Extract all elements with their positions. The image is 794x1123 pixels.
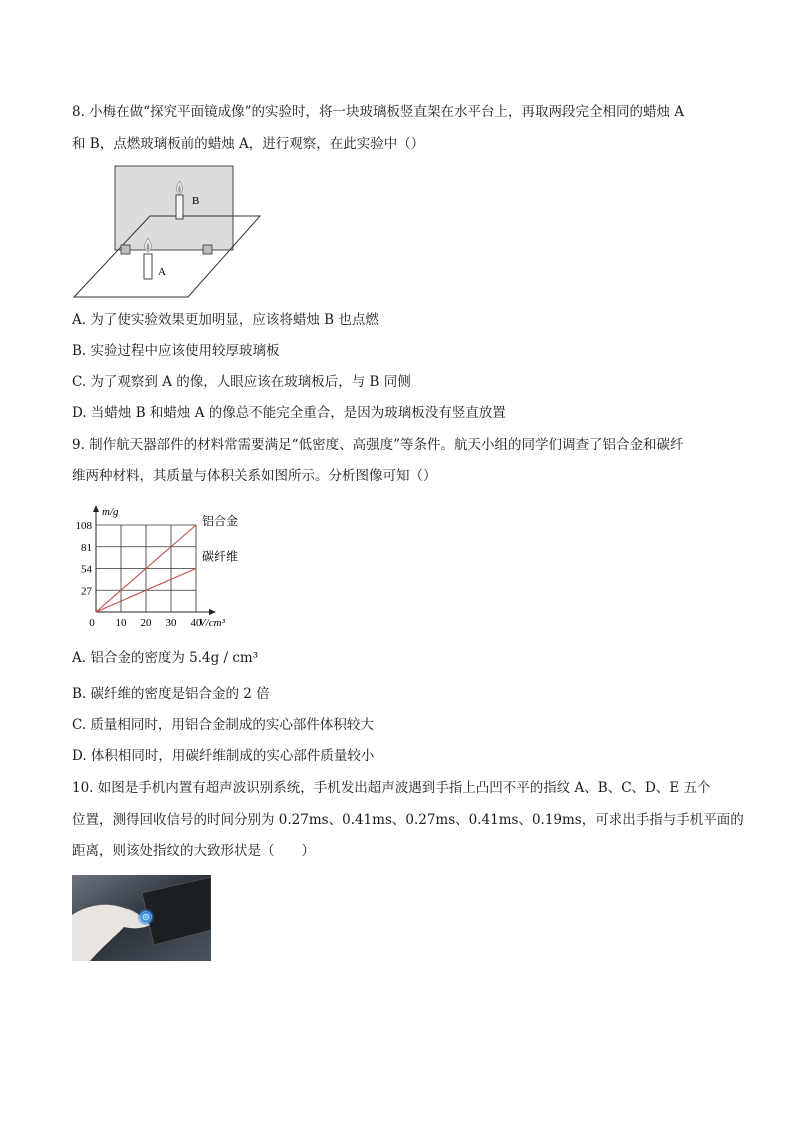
q9-stem-line1: 9. 制作航天器部件的材料常需要满足“低密度、高强度”等条件。航天小组的同学们调查了铝合金和碳纤 (72, 437, 684, 453)
candle-b (176, 195, 183, 219)
q10-stem-line3: 距离，则该处指纹的大致形状是（ ） (72, 843, 315, 859)
q10-phone-fingerprint-photo (72, 875, 211, 961)
series-label-carbon-fiber: 碳纤维 (202, 549, 239, 564)
support-left (121, 245, 130, 254)
series-label-aluminum-alloy: 铝合金 (202, 514, 239, 528)
q9-stem-line2: 维两种材料，其质量与体积关系如图所示。分析图像可知（） (72, 468, 437, 484)
q9-option-d[interactable]: D. 体积相同时，用碳纤维制成的实心部件质量较小 (72, 748, 375, 764)
label-a: A (158, 266, 166, 278)
x-axis-label: V/cm³ (199, 617, 225, 629)
x-tick-label: 30 (165, 617, 177, 629)
y-tick-label: 108 (75, 520, 92, 532)
candle-a (144, 254, 152, 279)
fingerprint-glow (137, 908, 155, 926)
q9-option-b[interactable]: B. 碳纤维的密度是铝合金的 2 倍 (72, 686, 270, 702)
x-axis-arrow (209, 609, 216, 615)
y-axis-arrow (93, 505, 99, 512)
q9-option-a[interactable]: A. 铝合金的密度为 5.4g / cm³ (72, 650, 259, 666)
q9-option-c[interactable]: C. 质量相同时，用铝合金制成的实心部件体积较大 (72, 717, 374, 733)
label-b: B (192, 195, 200, 207)
x-tick-label: 20 (140, 617, 152, 629)
q8-stem-line1: 8. 小梅在做“探究平面镜成像”的实验时，将一块玻璃板竖直架在水平台上，再取两段完全相同的蜡烛 A (72, 104, 685, 120)
y-tick-label: 81 (81, 541, 92, 554)
glass-plate (115, 166, 233, 250)
y-axis-label: m/g (102, 506, 119, 518)
y-tick-label: 54 (81, 563, 92, 576)
q8-stem-line2: 和 B，点燃玻璃板前的蜡烛 A，进行观察，在此实验中（） (72, 136, 425, 152)
q10-stem-line2: 位置，测得回收信号的时间分别为 0.27ms、0.41ms、0.27ms、0.41ms、0.19ms，可求出手指与手机平面的 (72, 812, 744, 828)
x-tick-label: 40 (190, 617, 202, 629)
q8-option-c[interactable]: C. 为了观察到 A 的像，人眼应该在玻璃板后，与 B 同侧 (72, 374, 411, 390)
q8-figure-mirror-experiment (70, 162, 265, 302)
q8-option-d[interactable]: D. 当蜡烛 B 和蜡烛 A 的像总不能完全重合，是因为玻璃板没有竖直放置 (72, 405, 506, 421)
q8-option-b[interactable]: B. 实验过程中应该使用较厚玻璃板 (72, 343, 280, 359)
q8-option-a[interactable]: A. 为了使实验效果更加明显，应该将蜡烛 B 也点燃 (72, 312, 379, 328)
q9-mass-volume-chart (62, 496, 252, 634)
y-tick-label: 27 (81, 585, 92, 598)
x-tick-label: 10 (115, 617, 127, 629)
support-right (203, 245, 212, 254)
q10-stem-line1: 10. 如图是手机内置有超声波识别系统，手机发出超声波遇到手指上凸凹不平的指纹 A、B、C、D、E 五个 (72, 780, 711, 796)
x-tick-label: 0 (89, 617, 95, 629)
